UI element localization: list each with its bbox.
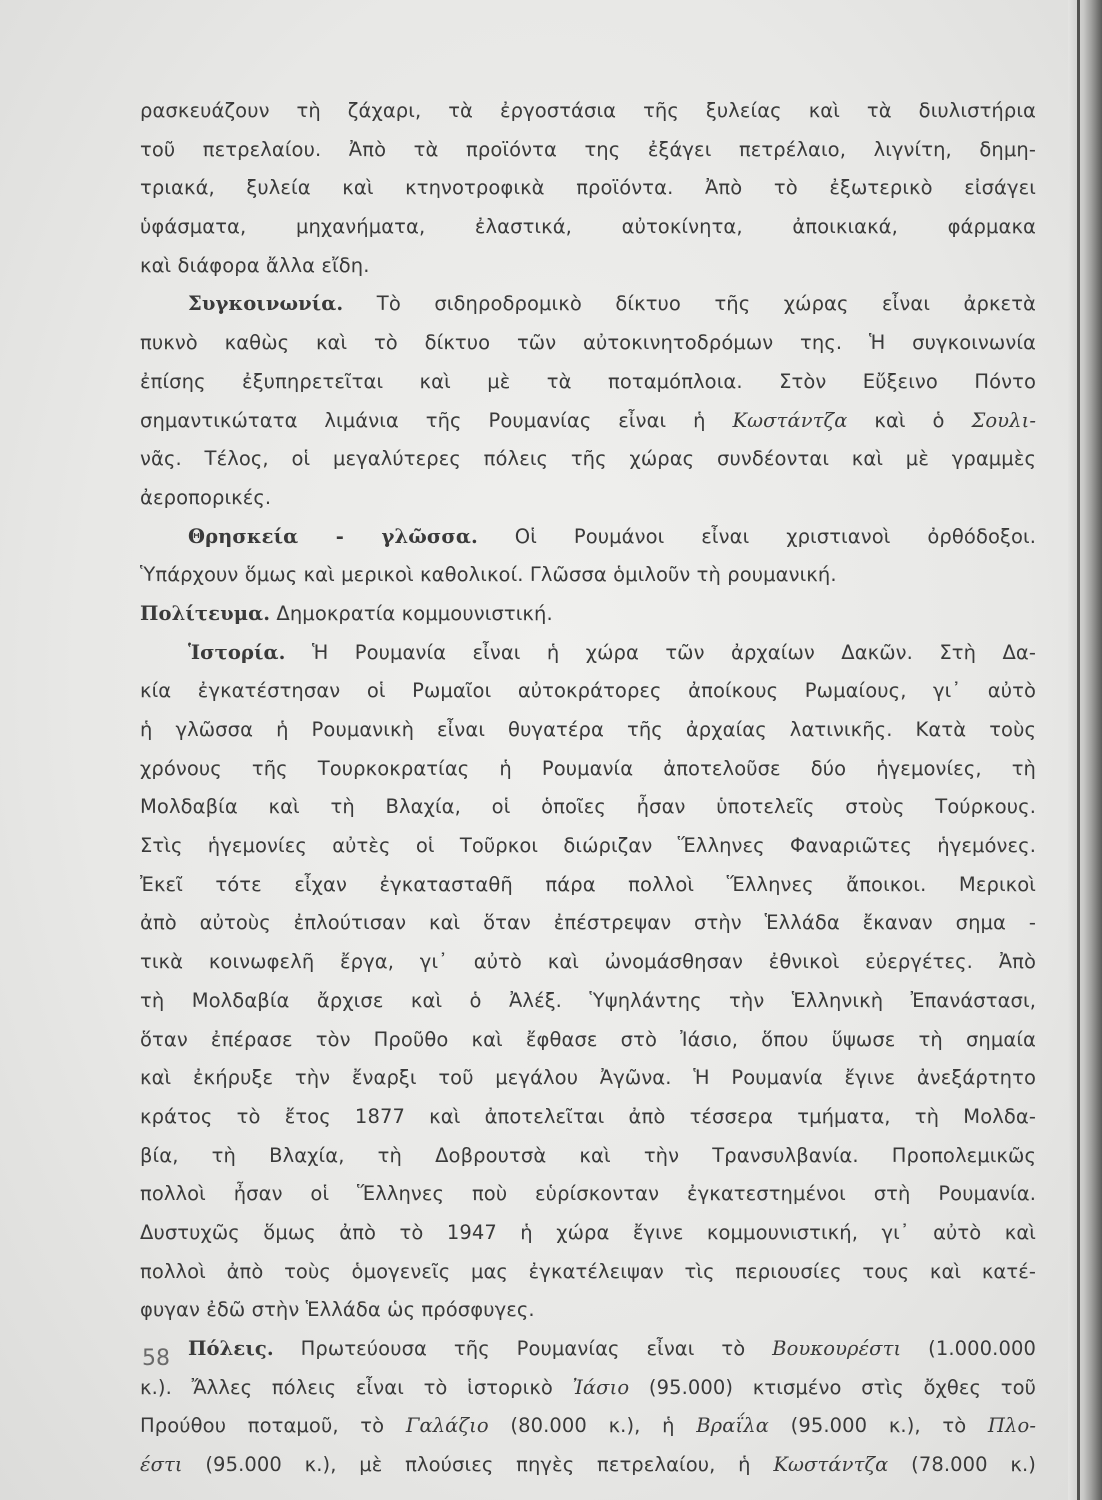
section-heading-history: Ἱστορία. [188, 640, 286, 664]
italic-city-name: Πλο- [987, 1414, 1036, 1438]
text-line: πυκνὸ καθὼς καὶ τὸ δίκτυο τῶν αὐτοκινητοδρόμων της. Ἡ συγκοινωνία [140, 331, 1036, 355]
section-heading-cities: Πόλεις. [188, 1337, 274, 1360]
section-heading-transport: Συγκοινωνία. [188, 292, 344, 316]
text-line: καὶ ἐκήρυξε τὴν ἔναρξι τοῦ μεγάλου Ἀγῶνα. Ἡ Ρουμανία ἔγινε ἀνεξάρτητο [140, 1066, 1036, 1090]
text-line: κία ἐγκατέστησαν οἱ Ρωμαῖοι αὐτοκράτορες ἀποίκους Ρωμαίους, γι᾽ αὐτὸ [140, 679, 1036, 703]
text-run: (78.000 κ.) [888, 1453, 1036, 1477]
book-binding-edge [1068, 0, 1102, 1500]
body-text [140, 92, 1036, 1485]
italic-city-name: Κωστάντζα [773, 1453, 889, 1477]
text-run: Πρωτεύουσα τῆς Ρουμανίας εἶναι τὸ [273, 1337, 773, 1360]
text-line: ὑφάσματα, μηχανήματα, ἐλαστικά, αὐτοκίνητα, ἀποικιακά, φάρμακα [140, 215, 1036, 239]
text-run: καὶ ὁ [847, 408, 972, 432]
text-run: (95.000) κτισμένο στὶς ὄχθες τοῦ [629, 1375, 1036, 1399]
section-heading-polity: Πολίτευμα. [140, 601, 271, 625]
page-number: 58 [142, 1346, 170, 1371]
text-line: Μολδαβία καὶ τὴ Βλαχία, οἱ ὁποῖες ἦσαν ὑποτελεῖς στοὺς Τούρκους. [140, 795, 1036, 819]
text-run: κ.). Ἄλλες πόλεις εἶναι τὸ ἱστορικὸ [140, 1375, 573, 1399]
text-line: πολλοὶ ἦσαν οἱ Ἕλληνες ποὺ εὑρίσκονταν ἐγκατεστημένοι στὴ Ρουμανία. [140, 1182, 1036, 1206]
italic-place-name: Σουλι- [971, 408, 1036, 432]
text-line: Ἐκεῖ τότε εἶχαν ἐγκατασταθῆ πάρα πολλοὶ Ἕλληνες ἄποικοι. Μερικοὶ [140, 872, 1036, 896]
italic-city-name: Βουκουρέστι [772, 1337, 902, 1360]
italic-city-name: Γαλάζιο [405, 1414, 489, 1438]
text-line: ἀεροπορικές. [140, 485, 272, 509]
text-run: Ἡ Ρουμανία εἶναι ἡ χώρα τῶν ἀρχαίων Δακῶν. Στὴ Δα- [285, 640, 1036, 664]
text-line: ρασκευάζουν τὴ ζάχαρι, τὰ ἐργοστάσια τῆς ξυλείας καὶ τὰ διυλιστήρια [140, 99, 1036, 122]
text-line: πολλοὶ ἀπὸ τοὺς ὁμογενεῖς μας ἐγκατέλειψαν τὶς περιουσίες τους καὶ κατέ- [140, 1259, 1036, 1283]
text-line: ἡ γλῶσσα ἡ Ρουμανικὴ εἶναι θυγατέρα τῆς ἀρχαίας λατινικῆς. Κατὰ τοὺς [140, 718, 1036, 741]
text-run: Τὸ σιδηροδρομικὸ δίκτυο τῆς χώρας εἶναι ἀρκετὰ [343, 292, 1036, 316]
text-line: Ὑπάρχουν ὅμως καὶ μερικοὶ καθολικοί. Γλῶσσα ὁμιλοῦν τὴ ρουμανική. [140, 563, 837, 587]
text-line: τοῦ πετρελαίου. Ἀπὸ τὰ προϊόντα της ἐξάγει πετρέλαιο, λιγνίτη, δημη- [140, 137, 1036, 161]
text-run: (95.000 κ.), μὲ πλούσιες πηγὲς πετρελαίου, ἡ [182, 1453, 774, 1477]
text-run: σημαντικώτατα λιμάνια τῆς Ρουμανίας εἶναι ἡ [140, 408, 733, 432]
text-run: (95.000 κ.), τὸ [768, 1414, 988, 1438]
text-line: νᾶς. Τέλος, οἱ μεγαλύτερες πόλεις τῆς χώρας συνδέονται καὶ μὲ γραμμὲς [140, 447, 1036, 471]
text-line: Στὶς ἡγεμονίες αὐτὲς οἱ Τοῦρκοι διώριζαν Ἕλληνες Φαναριῶτες ἡγεμόνες. [140, 834, 1036, 858]
text-line [140, 1407, 1036, 1446]
text-run: Προύθου ποταμοῦ, τὸ [140, 1414, 406, 1438]
book-binding-shadow-line [1077, 0, 1080, 1500]
text-line: βία, τὴ Βλαχία, τὴ Δοβρουτσὰ καὶ τὴν Τρανσυλβανία. Προπολεμικῶς [140, 1143, 1036, 1167]
text-line [140, 518, 1036, 557]
text-line: καὶ διάφορα ἄλλα εἴδη. [140, 253, 370, 277]
text-run: (1.000.000 [901, 1337, 1036, 1360]
text-line: κράτος τὸ ἔτος 1877 καὶ ἀποτελεῖται ἀπὸ τέσσερα τμήματα, τὴ Μολδα- [140, 1104, 1036, 1128]
text-line: ἀπὸ αὐτοὺς ἐπλούτισαν καὶ ὅταν ἐπέστρεψαν στὴν Ἑλλάδα ἔκαναν σημα - [140, 911, 1036, 935]
text-line: ὅταν ἐπέρασε τὸν Προῦθο καὶ ἔφθασε στὸ Ἰάσιο, ὅπου ὕψωσε τὴ σημαία [140, 1027, 1036, 1051]
text-line: χρόνους τῆς Τουρκοκρατίας ἡ Ρουμανία ἀποτελοῦσε δύο ἡγεμονίες, τὴ [140, 756, 1036, 780]
italic-place-name: Κωστάντζα [732, 408, 848, 432]
text-run: Οἱ Ρουμάνοι εἶναι χριστιανοὶ ὀρθόδοξοι. [477, 524, 1036, 548]
italic-city-name: Βραΐλα [696, 1414, 769, 1438]
text-line [140, 1330, 1036, 1369]
text-line: τικὰ κοινωφελῆ ἔργα, γι᾽ αὐτὸ καὶ ὠνομάσθησαν ἐθνικοὶ εὐεργέτες. Ἀπὸ [140, 950, 1036, 974]
text-line: τριακά, ξυλεία καὶ κτηνοτροφικὰ προϊόντα. Ἀπὸ τὸ ἐξωτερικὸ εἰσάγει [140, 176, 1036, 200]
text-line: τὴ Μολδαβία ἄρχισε καὶ ὁ Ἀλέξ. Ὑψηλάντης τὴν Ἑλληνικὴ Ἐπανάστασι, [140, 988, 1036, 1012]
text-line [140, 634, 1036, 673]
text-run: Δημοκρατία κομμουνιστική. [270, 601, 553, 625]
text-line [140, 1369, 1036, 1408]
italic-city-name: Ἰάσιο [572, 1375, 630, 1399]
text-line: Δυστυχῶς ὅμως ἀπὸ τὸ 1947 ἡ χώρα ἔγινε κομμουνιστική, γι᾽ αὐτὸ καὶ [140, 1220, 1036, 1244]
text-line [140, 1446, 1036, 1485]
text-line: φυγαν ἐδῶ στὴν Ἑλλάδα ὡς πρόσφυγες. [140, 1298, 535, 1322]
text-run: (80.000 κ.), ἡ [488, 1414, 697, 1438]
text-line [140, 285, 1036, 324]
italic-city-name: έστι [140, 1453, 183, 1477]
text-line: ἐπίσης ἐξυπηρετεῖται καὶ μὲ τὰ ποταμόπλοια. Στὸν Εὔξεινο Πόντο [140, 369, 1036, 393]
text-line [140, 402, 1036, 441]
text-line [140, 595, 1036, 634]
section-heading-religion-language: Θρησκεία - γλῶσσα. [188, 524, 478, 548]
